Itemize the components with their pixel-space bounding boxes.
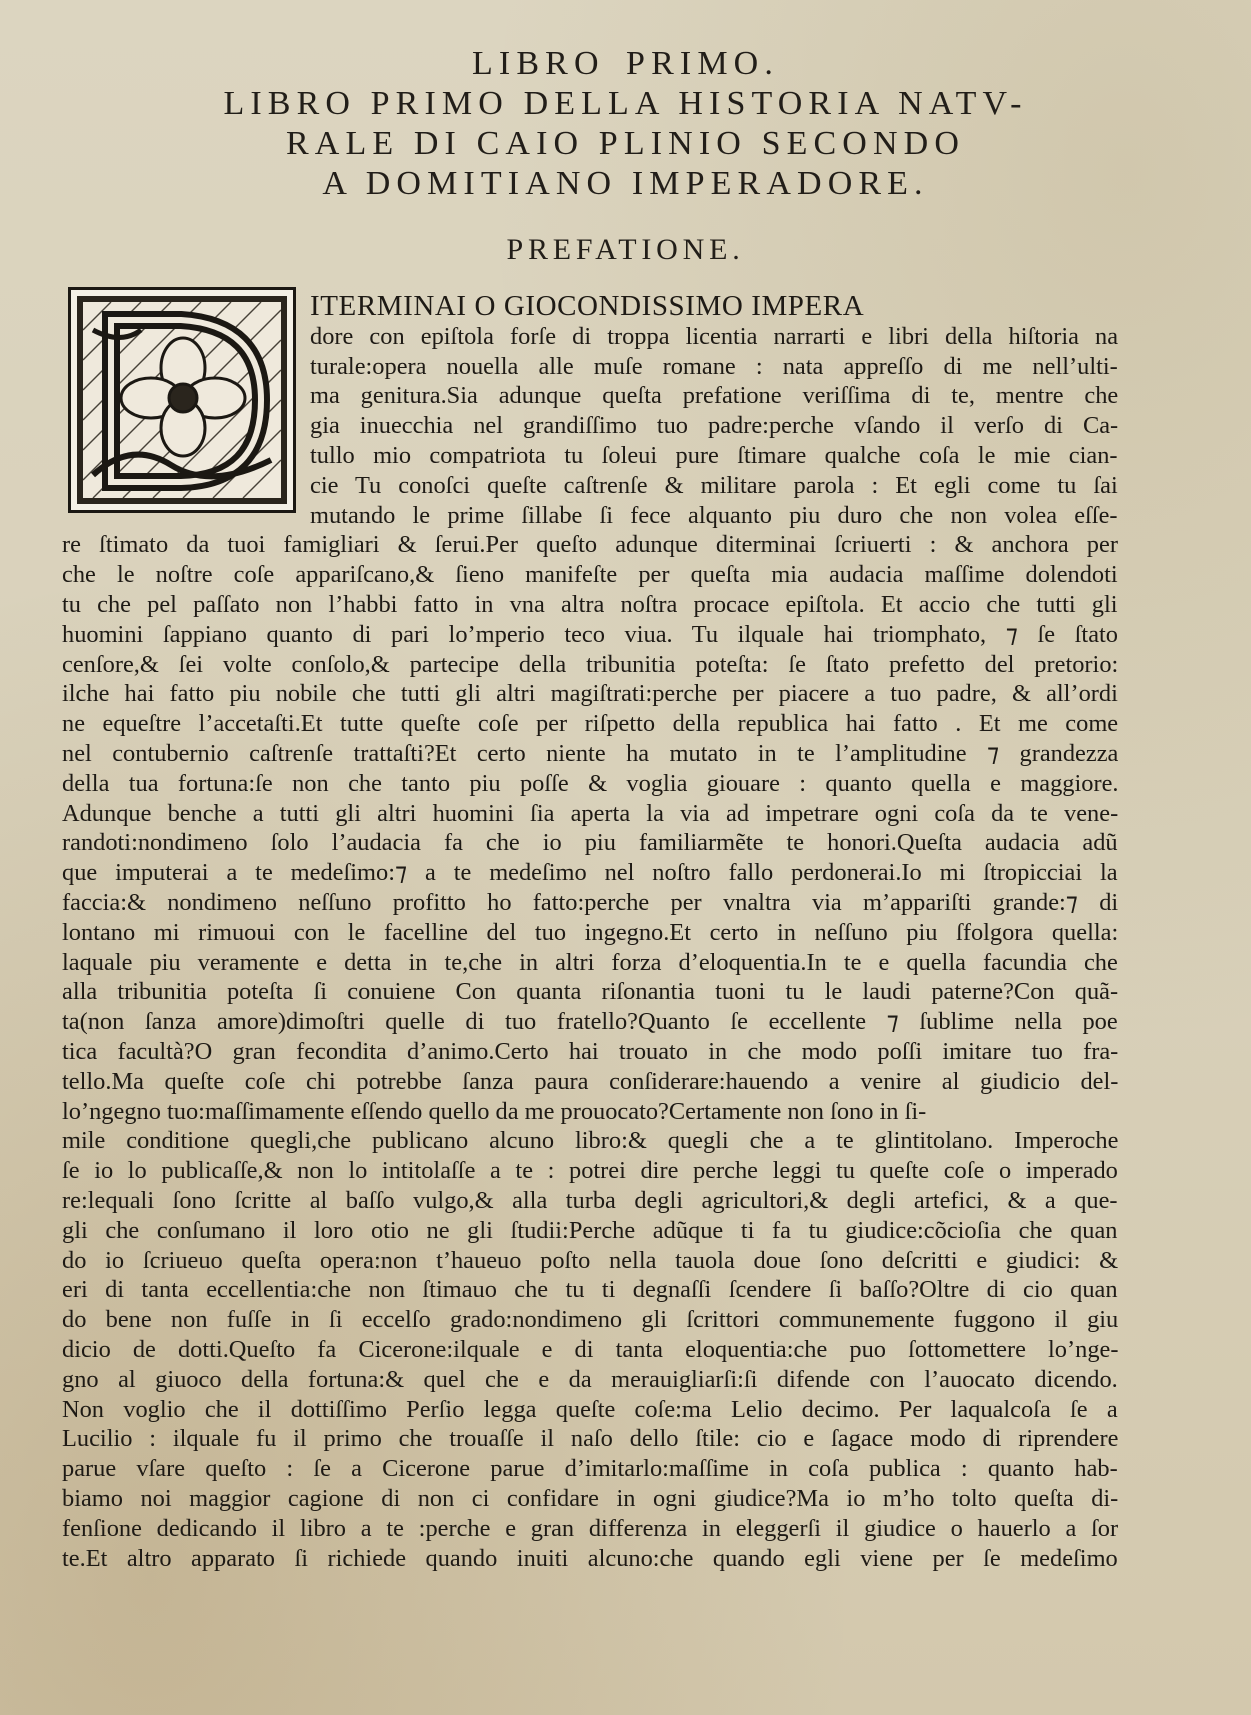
text-line: faccia:& nondimeno neſſuno profitto ho fatto:perche per vnaltra via m’appariſti grande:⁊ di [62, 889, 1119, 916]
text-line: lo’ngegno tuo:maſſimamente eſſendo quello da me prouocato?Certamente non ſono in ſi- [62, 1097, 927, 1125]
decorated-initial-d-woodcut [68, 287, 296, 513]
text-line: mile conditione quegli,che publicano alcuno libro:& quegli che a te glintitolano. Imperoche [62, 1127, 1119, 1155]
text-line: huomini ſappiano quanto di pari lo’mperio teco viua. Tu ilquale hai triomphato, ⁊ ſe ſtato [62, 620, 1118, 648]
text-line: tullo mio compatriota tu ſoleui pure ſtimare qualche coſa le mie cian- [310, 442, 1118, 469]
title-line-3: A DOMITIANO IMPERADORE. [322, 165, 929, 202]
text-line: do bene non fuſſe in ſi eccelſo grado:nondimeno gli ſcrittori communemente fuggono il giu [62, 1306, 1119, 1334]
text-line: fenſione dedicando il libro a te :perche e gran differenza in eleggerſi il giudice o hauerlo a ſor [62, 1514, 1119, 1542]
text-line: ta(non ſanza amore)dimoſtri quelle di tuo fratello?Quanto ſe eccellente ⁊ ſublime nella poe [62, 1008, 1118, 1036]
text-line: ilche hai fatto piu nobile che tutti gli altri magiſtrati:perche per piacere a tuo padre, & all’ordi [62, 680, 1118, 708]
text-line: dore con epiſtola forſe di troppa licentia narrarti e libri della hiſtoria na [310, 322, 1119, 350]
title-line-2: RALE DI CAIO PLINIO SECONDO [286, 125, 965, 162]
text-line: lontano mi rimuoui con le facelline del tuo ingegno.Et certo in neſſuno piu ſfolgora quella: [62, 918, 1119, 946]
text-line: te.Et altro apparato ſi richiede quando inuiti alcuno:che quando egli viene per ſe medeſimo [62, 1544, 1118, 1572]
text-line: Non voglio che il dottiſſimo Perſio legga queſte coſe:ma Lelio decimo. Per laqualcoſa ſe a [62, 1395, 1118, 1423]
text-line: ne equeſtre l’accetaſti.Et tutte queſte coſe per riſpetto della republica hai fatto . Et me come [62, 710, 1119, 738]
running-title: LIBRO PRIMO. [472, 45, 779, 82]
text-line: re:lequali ſono ſcritte al baſſo vulgo,& alla turba degli agricultori,& degli artefici, & a que- [62, 1187, 1118, 1214]
text-line: re ſtimato da tuoi famigliari & ſerui.Per queſto adunque diterminai ſcriuerti : & anchora per [62, 531, 1118, 559]
text-line: tu che pel paſſato non l’habbi fatto in vna altra noſtra procace epiſtola. Et accio che tutti gli [62, 591, 1118, 618]
text-line: cie Tu conoſci queſte caſtrenſe & militare parola : Et egli come tu ſai [310, 471, 1118, 499]
text-line: turale:opera nouella alle muſe romane : nata appreſſo di me nell’ulti- [310, 352, 1118, 380]
text-line: gia inuecchia nel grandiſſimo tuo padre:perche vſando il verſo di Ca- [310, 412, 1119, 440]
text-line: randoti:nondimeno ſolo l’audacia fa che io piu familiarmẽte te honori.Queſta audacia adũ [62, 829, 1118, 857]
text-line: gno al giuoco della fortuna:& quel che e da merauigliarſi:ſi difende con l’auocato dicendo. [62, 1365, 1118, 1393]
text-line: nel contubernio caſtrenſe trattaſti?Et certo niente ha mutato in te l’amplitudine ⁊ grandezza [62, 740, 1119, 767]
text-line: mutando le prime ſillabe ſi fece alquanto piu duro che non volea eſſe- [310, 501, 1118, 529]
text-line: biamo noi maggior cagione di non ci confidare in ogni giudice?Ma io m’ho tolto queſta di- [62, 1485, 1119, 1512]
text-line: alla tribunitia poteſta ſi conuiene Con quanta riſonantia tuoni tu le laudi paterne?Con quã- [62, 978, 1119, 1006]
text-line: gli che conſumano il loro otio ne gli ſtudii:Perche adũque ti fa tu giudice:cõcioſia che quan [62, 1216, 1118, 1244]
text-line: ITERMINAI O GIOCONDISSIMO IMPERA [310, 290, 865, 322]
text-line: Adunque benche a tutti gli altri huomini ſia aperta la via ad impetrare ogni coſa da te vene- [62, 799, 1119, 827]
text-line: ſe io lo publicaſſe,& non lo intitolaſſe a te : potrei dire perche leggi tu queſte coſe o imperado [62, 1157, 1118, 1185]
text-line: tello.Ma queſte coſe chi potrebbe ſanza paura conſiderare:hauendo a venire al giudicio del- [62, 1067, 1119, 1095]
text-line: tica facultà?O gran fecondita d’animo.Certo hai trouato in che modo poſſi imitare tuo fra- [62, 1038, 1119, 1065]
text-line: do io ſcriueuo queſta opera:non t’haueuo poſto nella tauola doue ſono deſcritti e giudici: & [62, 1246, 1119, 1274]
text-line: parue vſare queſto : ſe a Cicerone parue d’imitarlo:maſſime in coſa publica : quanto hab- [62, 1455, 1118, 1483]
text-line: dicio de dotti.Queſto fa Cicerone:ilquale e di tanta eloquentia:che puo ſottomettere lo’nge- [62, 1336, 1119, 1363]
text-line: ma genitura.Sia adunque queſta prefatione veriſſima di te, mentre che [310, 382, 1119, 410]
text-line: laquale piu veramente e detta in te,che in altri forza d’eloquentia.In te e quella facundia che [62, 948, 1118, 976]
text-line: que imputerai a te medeſimo:⁊ a te medeſimo nel noſtro fallo perdonerai.Io mi ſtropicciai la [62, 859, 1118, 887]
text-line: della tua fortuna:ſe non che tanto piu poſſe & voglia giouare : quanto quella e maggiore. [62, 769, 1119, 797]
text-line: Lucilio : ilquale fu il primo che trouaſſe il naſo dello ſtile: cio e ſagace modo di riprendere [62, 1425, 1119, 1453]
text-line: che le noſtre coſe appariſcano,& ſieno manifeſte per queſta mia audacia maſſime dolendoti [62, 561, 1118, 589]
text-line: eri di tanta eccellentia:che non ſtimauo che tu ti degnaſſi ſcendere ſi baſſo?Oltre di cio quan [62, 1276, 1118, 1304]
text-line: cenſore,& ſei volte conſolo,& partecipe della tribunitia poteſta: ſe ſtato prefetto del pretorio: [62, 650, 1119, 678]
title-line-1: LIBRO PRIMO DELLA HISTORIA NATV- [223, 85, 1028, 122]
section-title: PREFATIONE. [506, 233, 745, 266]
